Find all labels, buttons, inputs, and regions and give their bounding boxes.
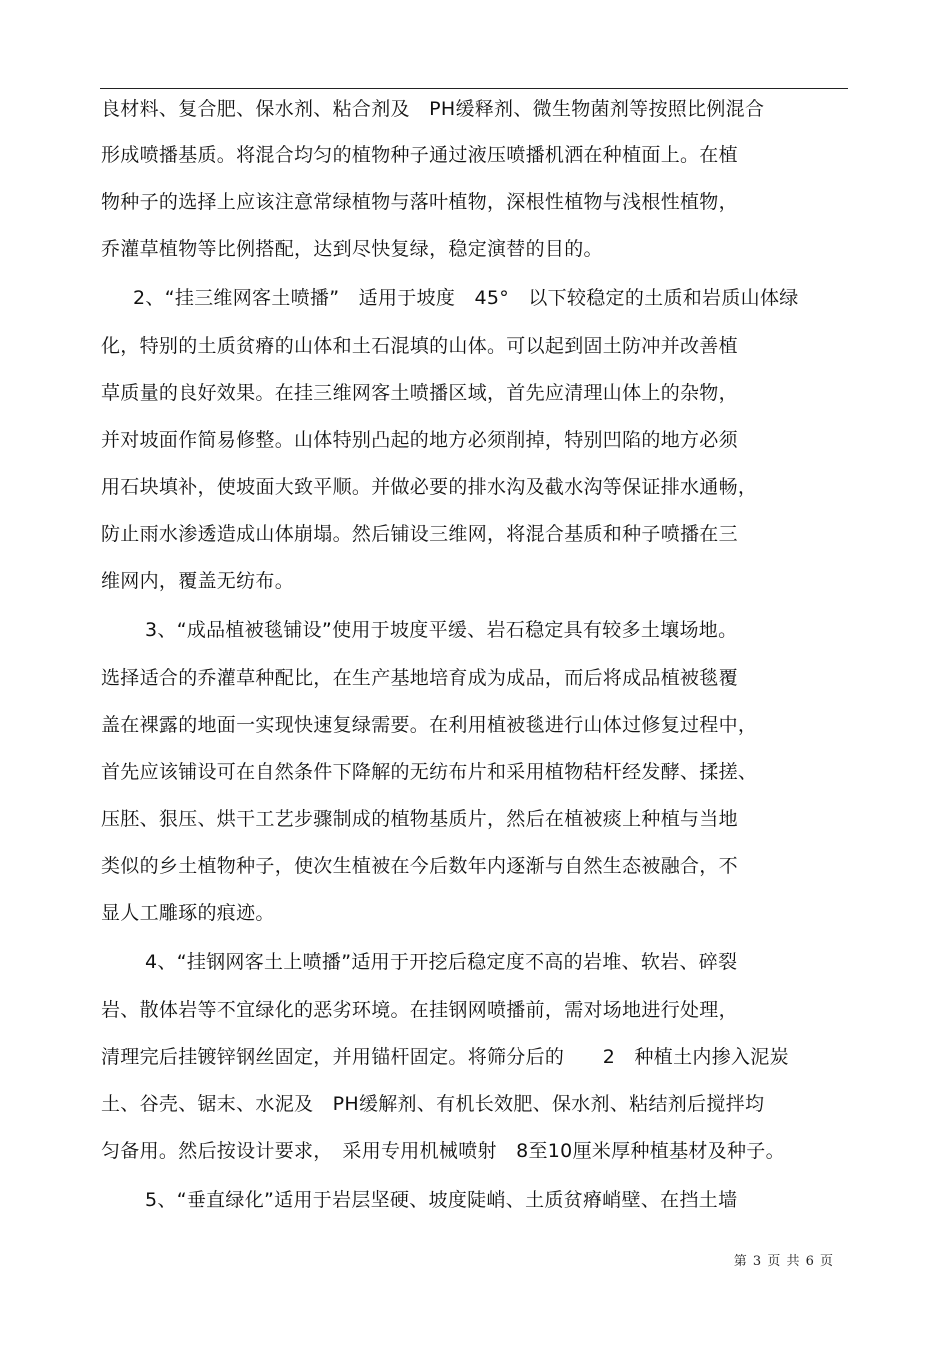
- text-line: 匀备用。然后按设计要求， 采用专用机械喷射 8至10厘米厚种植基材及种子。: [101, 1140, 785, 1162]
- text-line: 5、“垂直绿化”适用于岩层坚硬、坡度陡峭、土质贫瘠峭壁、在挡土墙: [145, 1189, 738, 1211]
- text-line: 岩、散体岩等不宜绿化的恶劣环境。在挂钢网喷播前，需对场地进行处理，: [101, 999, 738, 1021]
- text-line: 2、“挂三维网客土喷播” 适用于坡度 45° 以下较稳定的土质和岩质山体绿: [133, 287, 799, 309]
- text-line: 土、谷壳、锯末、水泥及 PH缓解剂、有机长效肥、保水剂、粘结剂后搅拌均: [101, 1093, 765, 1115]
- text-line: 草质量的良好效果。在挂三维网客土喷播区域，首先应清理山体上的杂物，: [101, 382, 738, 404]
- text-line: 化，特别的土质贫瘠的山体和土石混填的山体。可以起到固土防冲并改善植: [101, 335, 738, 357]
- page-number: 第 3 页 共 6 页: [733, 1254, 834, 1269]
- text-line: 首先应该铺设可在自然条件下降解的无纺布片和采用植物秸杆经发酵、揉搓、: [101, 761, 758, 783]
- text-line: 清理完后挂镀锌钢丝固定，并用锚杆固定。将筛分后的 2 种植土内掺入泥炭: [101, 1046, 789, 1068]
- text-line: 3、“成品植被毯铺设”使用于坡度平缓、岩石稳定具有较多土壤场地。: [145, 619, 738, 641]
- header-rule: [100, 88, 848, 89]
- text-line: 类似的乡土植物种子，使次生植被在今后数年内逐渐与自然生态被融合，不: [101, 855, 738, 877]
- text-line: 乔灌草植物等比例搭配，达到尽快复绿，稳定演替的目的。: [101, 238, 603, 260]
- text-line: 物种子的选择上应该注意常绿植物与落叶植物，深根性植物与浅根性植物，: [101, 191, 738, 213]
- text-line: 4、“挂钢网客土上喷播”适用于开挖后稳定度不高的岩堆、软岩、碎裂: [145, 951, 738, 973]
- text-line: 用石块填补，使坡面大致平顺。并做必要的排水沟及截水沟等保证排水通畅，: [101, 476, 758, 498]
- text-line: 维网内，覆盖无纺布。: [101, 570, 295, 592]
- text-line: 盖在裸露的地面一实现快速复绿需要。在利用植被毯进行山体过修复过程中，: [101, 714, 758, 736]
- text-line: 形成喷播基质。将混合均匀的植物种子通过液压喷播机洒在种植面上。在植: [101, 144, 738, 166]
- text-line: 压胚、狠压、烘干工艺步骤制成的植物基质片，然后在植被痰上种植与当地: [101, 808, 738, 830]
- text-line: 防止雨水渗透造成山体崩塌。然后铺设三维网，将混合基质和种子喷播在三: [101, 523, 738, 545]
- text-line: 并对坡面作简易修整。山体特别凸起的地方必须削掉，特别凹陷的地方必须: [101, 429, 738, 451]
- text-line: 选择适合的乔灌草种配比，在生产基地培育成为成品，而后将成品植被毯覆: [101, 667, 738, 689]
- text-line: 显人工雕琢的痕迹。: [101, 902, 275, 924]
- text-line: 良材料、复合肥、保水剂、粘合剂及 PH缓释剂、微生物菌剂等按照比例混合: [101, 98, 765, 120]
